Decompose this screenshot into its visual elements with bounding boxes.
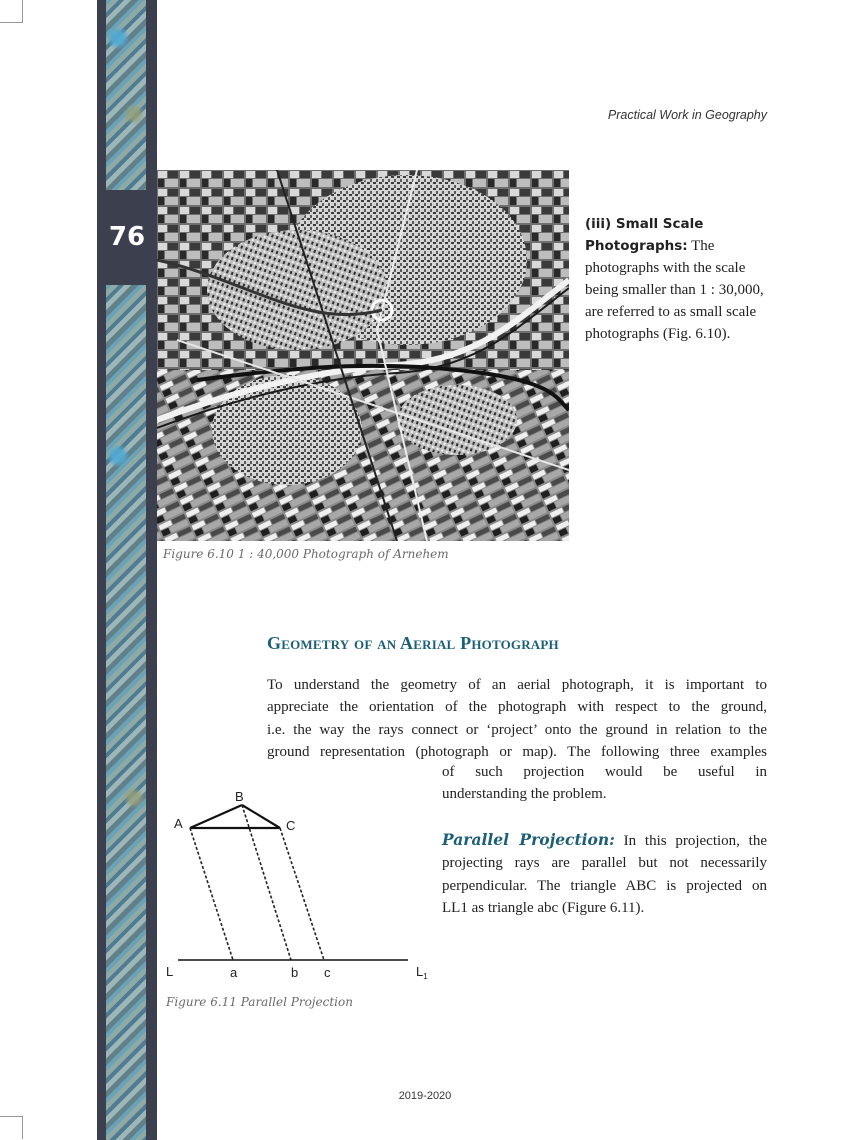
geometry-intro-continuation <box>442 761 767 806</box>
label-upper-b: B <box>235 789 244 804</box>
label-l1: $L_1$ <box>416 964 428 981</box>
small-scale-label: (iii) Small Scale Photographs: <box>585 216 704 254</box>
parallel-projection-label: Parallel Projection: <box>442 830 615 849</box>
text-line: ground representation (photograph or map). The following three examples <box>267 743 767 760</box>
label-lower-b: b <box>291 965 299 980</box>
text-line: perpendicular. The triangle ABC is projected on <box>442 877 767 894</box>
parallel-projection-diagram <box>160 785 435 985</box>
crop-mark-top-left <box>0 0 23 23</box>
running-head: Practical Work in Geography <box>607 108 767 122</box>
footer-year: 2019-2020 <box>398 1090 452 1102</box>
parallel-projection-paragraph <box>442 829 767 919</box>
text-line: To understand the geometry of an aerial photograph, it is important to <box>267 677 767 693</box>
satellite-image-strip-bottom <box>106 285 146 1140</box>
label-lower-a: a <box>230 965 238 980</box>
page-number: 76 <box>108 222 146 252</box>
label-upper-c: C <box>286 818 296 833</box>
label-lower-c: c <box>324 965 331 980</box>
text-line: In this projection, the <box>614 833 767 849</box>
small-scale-photographs-paragraph <box>585 213 770 345</box>
label-l: L <box>166 964 174 979</box>
crop-mark-bottom-left <box>0 1116 23 1139</box>
text-line: of such projection would be useful in <box>442 764 767 780</box>
line-ab <box>190 805 242 828</box>
aerial-photograph-arnhem <box>157 170 569 541</box>
section-heading: Geometry of an Aerial Photograph <box>267 633 559 653</box>
ray-c <box>280 828 324 960</box>
ray-a <box>190 828 233 960</box>
geometry-intro-paragraph <box>267 674 767 763</box>
text-line: LL1 as triangle abc (Figure 6.11). <box>442 899 645 916</box>
label-upper-a: A <box>174 816 183 831</box>
figure-6-11-caption: Figure 6.11 Parallel Projection <box>166 995 353 1009</box>
text-line: understanding the problem. <box>442 786 607 803</box>
text-line: appreciate the orientation of the photograph with respect to the ground, <box>267 699 767 716</box>
satellite-image-strip-top <box>106 0 146 190</box>
text-line: i.e. the way the rays connect or ‘project’ onto the ground in relation to the <box>267 721 767 738</box>
text-line: projecting rays are parallel but not necessarily <box>442 855 767 872</box>
small-scale-text: The photographs with the scale being smaller than 1 : 30,000, are referred to as small scale photographs (Fig. 6.10). <box>585 238 764 342</box>
figure-6-10-caption: Figure 6.10 1 : 40,000 Photograph of Arnehem <box>163 547 449 561</box>
